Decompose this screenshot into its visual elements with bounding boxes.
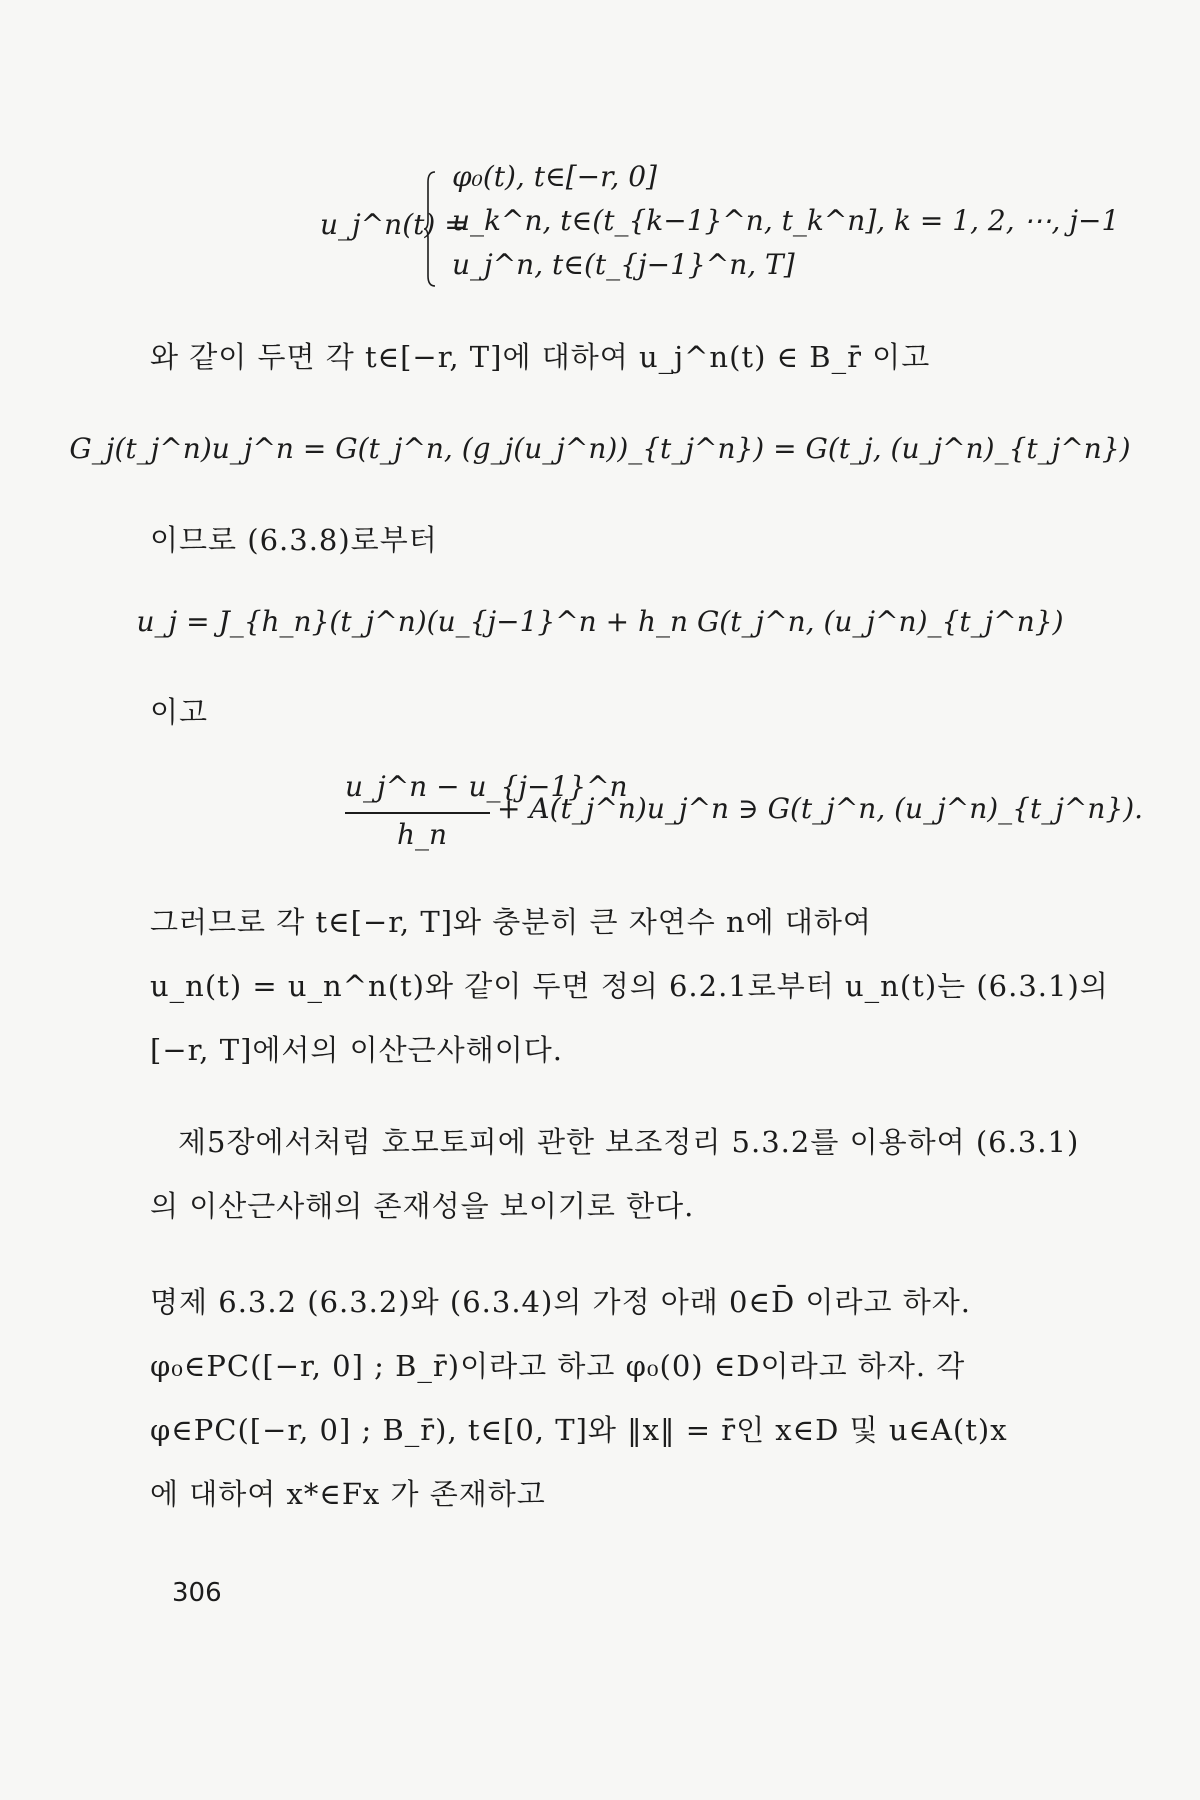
piecewise-case-3: u_j^n, t∈(t_{j−1}^n, T] <box>452 248 795 281</box>
piecewise-definition <box>320 160 1120 300</box>
paragraph-conclusion <box>150 890 1109 1082</box>
proposition-line: φ₀∈PC([−r, 0] ; B_r̄)이라고 하고 φ₀(0) ∈D이라고 하자. 각 <box>150 1349 966 1383</box>
fraction-denominator: h_n <box>397 818 448 851</box>
paragraph-homotopy <box>150 1110 1080 1238</box>
fraction-bar <box>345 812 490 814</box>
paragraph-line: u_n(t) = u_n^n(t)와 같이 두면 정의 6.2.1로부터 u_n(t)는 (6.3.1)의 <box>150 969 1109 1003</box>
piecewise-case-1: φ₀(t), t∈[−r, 0] <box>452 160 657 193</box>
paragraph-line: 제5장에서처럼 호모토피에 관한 보조정리 5.3.2를 이용하여 (6.3.1) <box>178 1125 1080 1159</box>
text-line-2: 이므로 (6.3.8)로부터 <box>150 523 438 557</box>
left-brace-icon <box>423 170 437 288</box>
page-number: 306 <box>172 1578 222 1608</box>
piecewise-case-2: u_k^n, t∈(t_{k−1}^n, t_k^n], k = 1, 2, ⋯, j−1 <box>452 204 1120 237</box>
fraction-numerator: u_j^n − u_{j−1}^n <box>345 770 628 803</box>
text-line-1: 와 같이 두면 각 t∈[−r, T]에 대하여 u_j^n(t) ∈ B_r̄ 이고 <box>150 340 931 374</box>
piecewise-lhs: u_j^n(t) = <box>320 208 468 241</box>
paragraph-line: 의 이산근사해의 존재성을 보이기로 한다. <box>150 1189 695 1223</box>
equation-G: G_j(t_j^n)u_j^n = G(t_j^n, (g_j(u_j^n))_{t_j^n}) = G(t_j, (u_j^n)_{t_j^n}) <box>69 432 1131 465</box>
proposition-line: φ∈PC([−r, 0] ; B_r̄), t∈[0, T]와 ‖x‖ = r̄인 x∈D 및 u∈A(t)x <box>150 1413 1008 1447</box>
fraction-rest: + A(t_j^n)u_j^n ∋ G(t_j^n, (u_j^n)_{t_j^n}). <box>497 792 1144 825</box>
proposition-6-3-2 <box>150 1270 1060 1526</box>
equation-u: u_j = J_{h_n}(t_j^n)(u_{j−1}^n + h_n G(t_j^n, (u_j^n)_{t_j^n}) <box>136 605 1064 638</box>
paragraph-line: [−r, T]에서의 이산근사해이다. <box>150 1033 563 1067</box>
proposition-line: 명제 6.3.2 (6.3.2)와 (6.3.4)의 가정 아래 0∈D̄ 이라고 하자. <box>150 1285 971 1319</box>
text-line-3: 이고 <box>150 695 209 729</box>
proposition-line: 에 대하여 x*∈Fx 가 존재하고 <box>150 1477 546 1511</box>
paragraph-line: 그러므로 각 t∈[−r, T]와 충분히 큰 자연수 n에 대하여 <box>150 905 872 939</box>
